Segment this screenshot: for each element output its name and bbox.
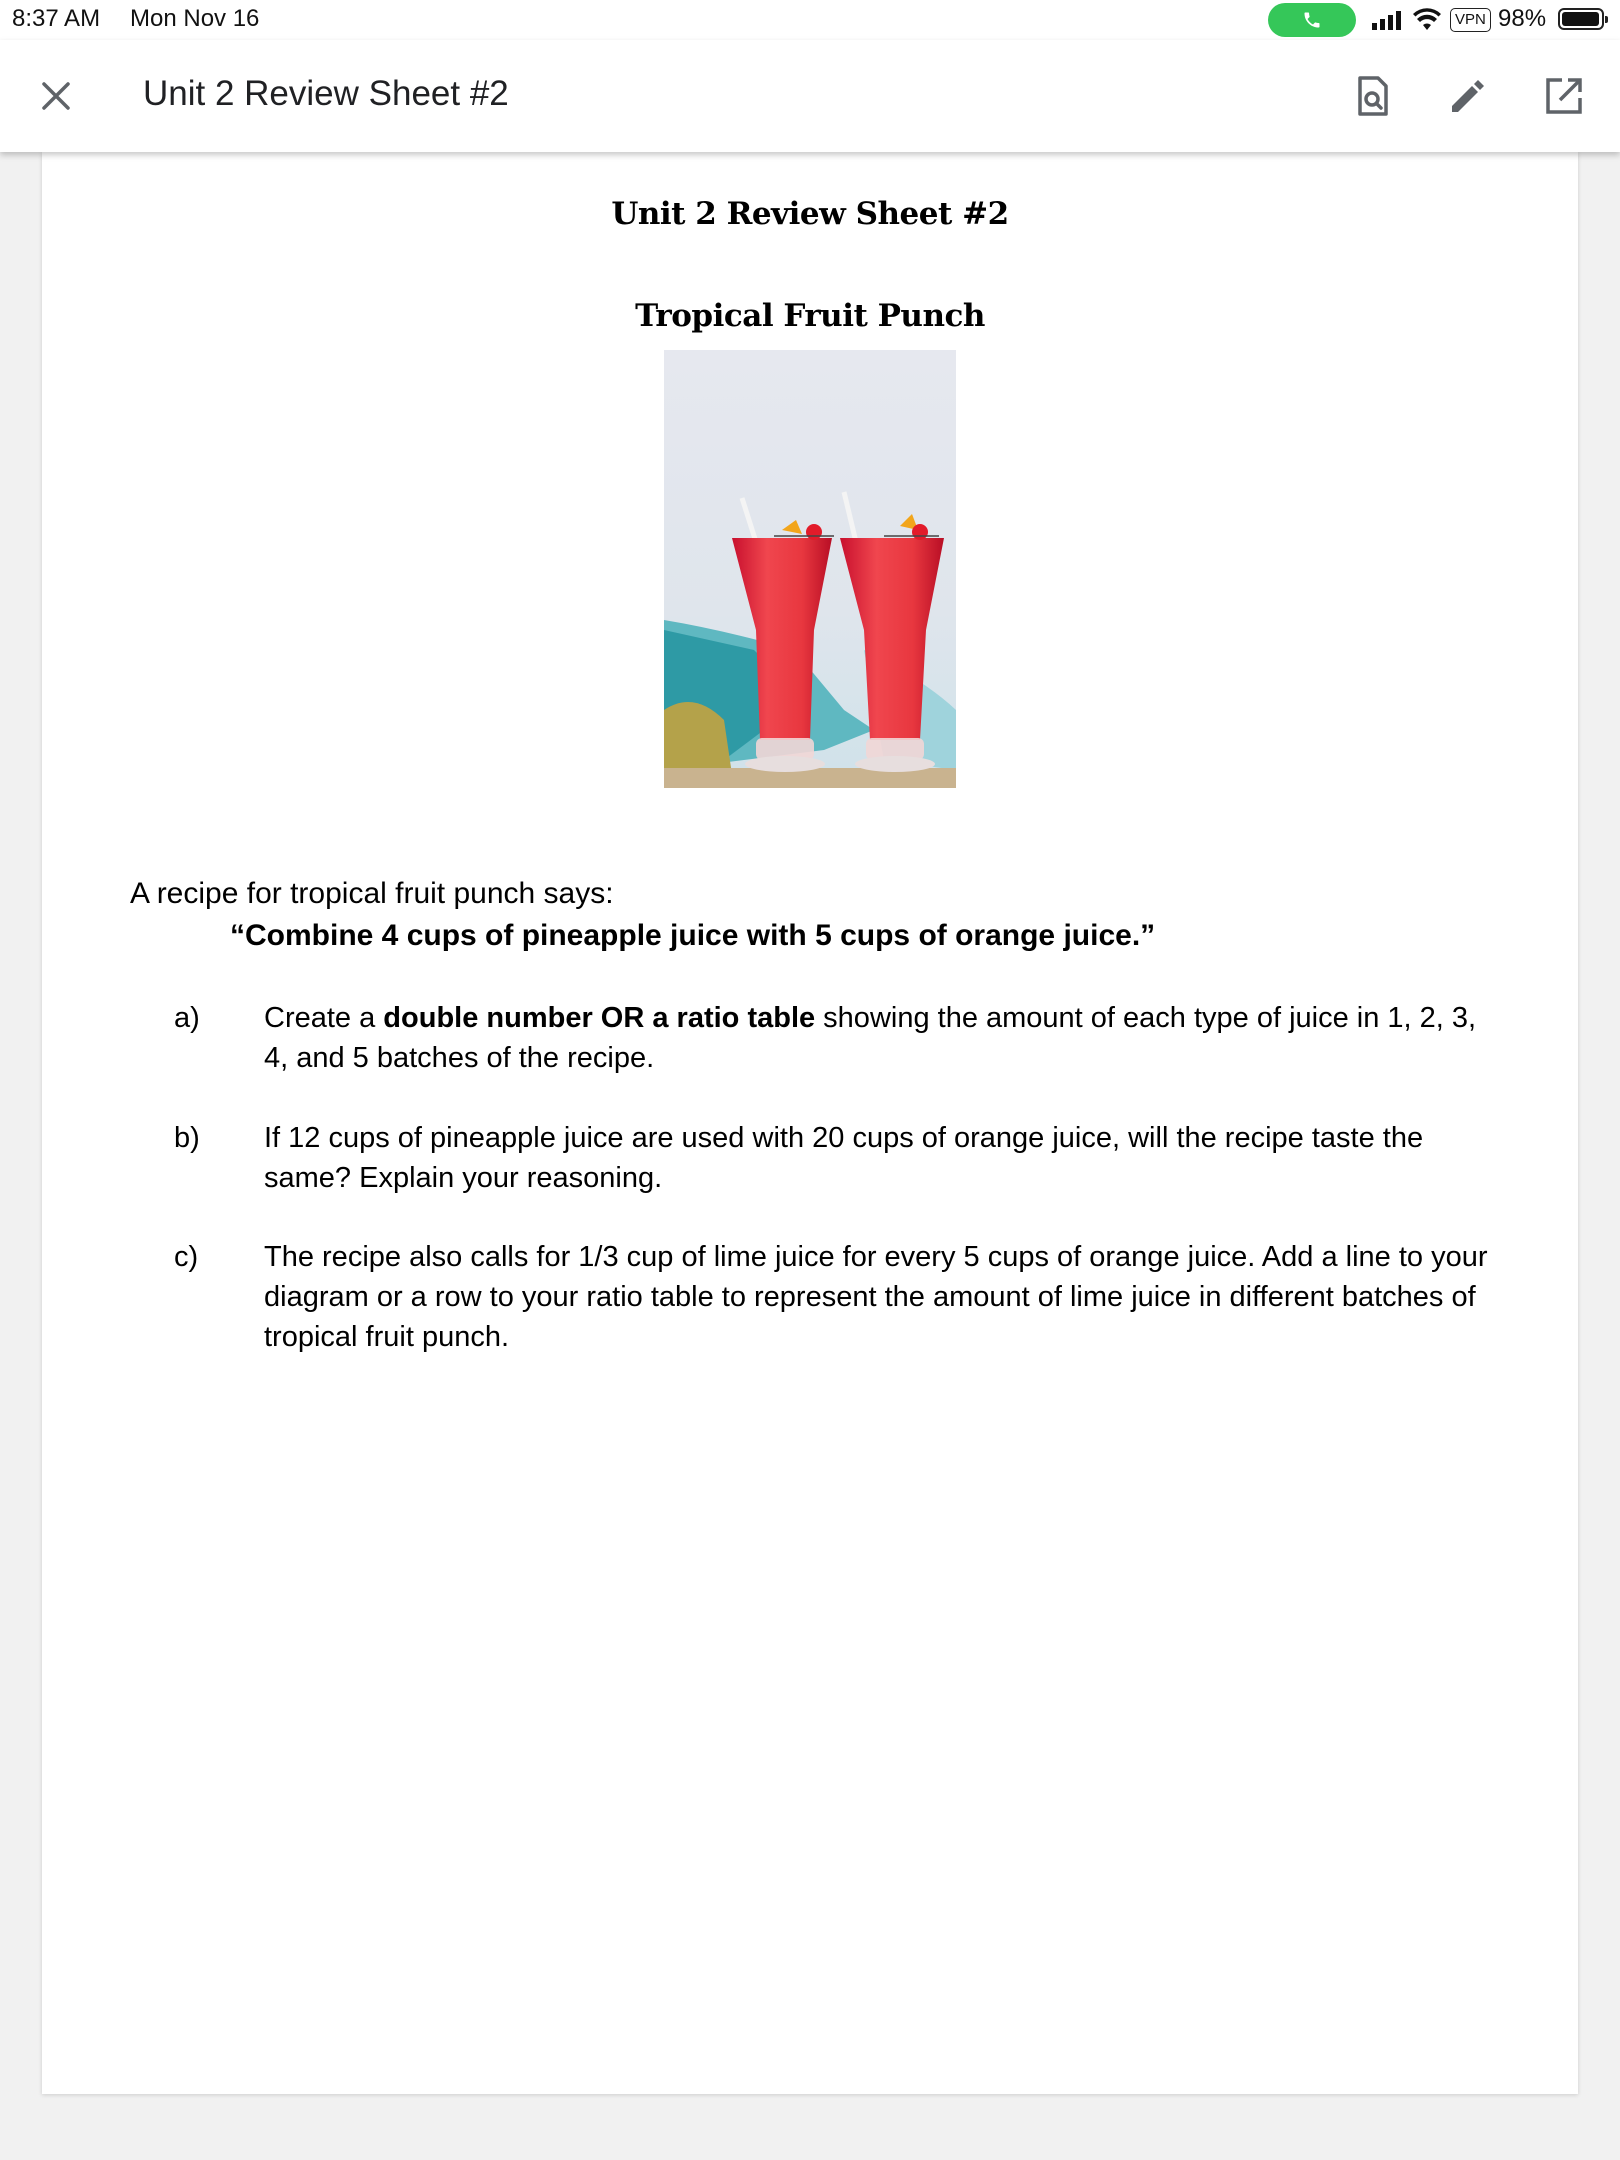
document-title: Unit 2 Review Sheet #2 xyxy=(143,74,509,113)
app-toolbar xyxy=(0,40,1620,152)
find-in-document-icon[interactable] xyxy=(1348,72,1396,120)
question-marker: c) xyxy=(174,1241,199,1273)
question-text: The recipe also calls for 1/3 cup of lime juice for every 5 cups of orange juice. Add a line to your diagram or a row to your ratio table to represent the amount of lime juice in different batches of tropical fruit punch. xyxy=(264,1241,1488,1353)
status-date: Mon Nov 16 xyxy=(130,5,260,32)
document-page xyxy=(42,152,1578,2094)
question-a-emphasis: double number OR a ratio table xyxy=(383,1002,816,1034)
open-external-icon[interactable] xyxy=(1540,72,1588,120)
question-a-text-end: showing the amount of each type of juice in 1, 2, 3, 4, and 5 batches of the recipe. xyxy=(264,1002,1477,1074)
battery-nub xyxy=(1605,16,1608,23)
intro-text: A recipe for tropical fruit punch says: xyxy=(130,877,614,910)
document-subheading: Tropical Fruit Punch xyxy=(635,298,985,334)
question-text xyxy=(264,998,1504,1078)
status-bar xyxy=(0,0,1620,40)
punch-photo xyxy=(664,350,956,788)
question-marker: b) xyxy=(174,1122,200,1154)
status-time: 8:37 AM xyxy=(12,5,101,32)
recipe-quote: “Combine 4 cups of pineapple juice with 5 cups of orange juice.” xyxy=(230,919,1156,952)
cellular-signal-icon xyxy=(1372,10,1406,30)
edit-pencil-icon[interactable] xyxy=(1444,72,1492,120)
question-text: If 12 cups of pineapple juice are used with 20 cups of orange juice, will the recipe taste the same? Explain your reasoning. xyxy=(264,1122,1424,1194)
vpn-badge: VPN xyxy=(1450,8,1491,32)
active-call-indicator[interactable] xyxy=(1268,3,1356,37)
wifi-icon xyxy=(1412,8,1442,32)
battery-icon xyxy=(1558,8,1604,30)
phone-icon xyxy=(1300,10,1324,30)
battery-percentage: 98% xyxy=(1498,5,1547,32)
document-heading: Unit 2 Review Sheet #2 xyxy=(611,196,1009,232)
close-icon[interactable] xyxy=(34,74,78,118)
question-a-text-start: Create a xyxy=(264,1002,384,1034)
question-marker: a) xyxy=(174,1002,200,1034)
battery-fill xyxy=(1562,12,1599,26)
